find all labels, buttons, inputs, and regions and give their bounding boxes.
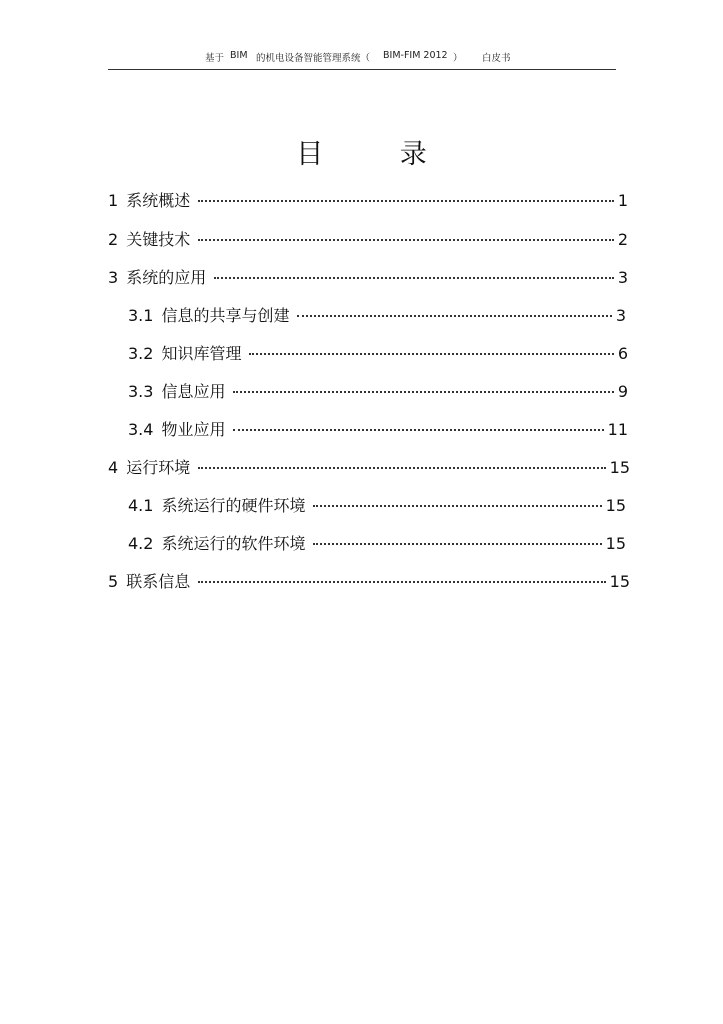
header-text-whitepaper: 白皮书	[482, 53, 511, 64]
header-text-system-name: 的机电设备智能管理系统（	[256, 53, 371, 64]
toc-entry[interactable]	[108, 567, 630, 591]
toc-entry-number: 4.2	[128, 534, 154, 553]
header-text-prefix: 基于	[205, 53, 225, 64]
toc-entry-page: 15	[609, 458, 630, 477]
toc-entry-number: 4.1	[128, 496, 154, 515]
toc-entry-number: 4	[108, 458, 119, 477]
toc-entry[interactable]	[128, 301, 626, 325]
toc-entry-number: 3.1	[128, 306, 154, 325]
toc-entry-page: 1	[617, 191, 628, 210]
toc-dot-leader	[249, 339, 613, 359]
toc-dot-leader	[198, 567, 605, 587]
toc-entry[interactable]	[128, 415, 628, 439]
toc-entry-label: 系统的应用	[126, 268, 207, 287]
toc-entry-page: 15	[605, 534, 626, 553]
toc-entry-label: 关键技术	[126, 230, 191, 249]
toc-entry-label: 系统概述	[126, 191, 191, 210]
header-text-close-paren: ）	[453, 53, 463, 64]
toc-dot-leader	[198, 225, 614, 245]
toc-entry-label: 物业应用	[161, 420, 226, 439]
toc-entry[interactable]	[108, 186, 628, 210]
toc-entry-label: 信息应用	[161, 382, 226, 401]
toc-dot-leader	[198, 453, 605, 473]
toc-dot-leader	[233, 377, 613, 397]
header-rule	[108, 69, 616, 70]
toc-entry-page: 2	[617, 230, 628, 249]
toc-entry[interactable]	[128, 491, 626, 515]
toc-entry-label: 信息的共享与创建	[161, 306, 290, 325]
toc-entry[interactable]	[108, 225, 628, 249]
toc-entry[interactable]	[108, 263, 628, 287]
toc-entry-number: 3.4	[128, 420, 154, 439]
toc-entry-number: 1	[108, 191, 119, 210]
toc-entry-label: 运行环境	[126, 458, 191, 477]
toc-dot-leader	[198, 186, 614, 206]
toc-entry-label: 联系信息	[126, 572, 191, 591]
toc-dot-leader	[214, 263, 614, 283]
toc-title: 目 录	[296, 139, 461, 170]
header-text-bim: BIM	[230, 50, 248, 61]
toc-entry[interactable]	[128, 339, 628, 363]
toc-entry-page: 3	[617, 268, 628, 287]
toc-dot-leader	[297, 301, 611, 321]
toc-entry-page: 6	[617, 344, 628, 363]
toc-entry[interactable]	[128, 377, 628, 401]
toc-entry-number: 3.2	[128, 344, 154, 363]
toc-entry[interactable]	[128, 529, 626, 553]
toc-dot-leader	[313, 491, 601, 511]
toc-entry-label: 系统运行的硬件环境	[161, 496, 306, 515]
toc-entry-page: 15	[605, 496, 626, 515]
toc-entry-page: 3	[615, 306, 626, 325]
toc-dot-leader	[313, 529, 601, 549]
toc-entry-page: 11	[607, 420, 628, 439]
toc-entry-number: 5	[108, 572, 119, 591]
toc-entry-number: 2	[108, 230, 119, 249]
toc-entry-number: 3.3	[128, 382, 154, 401]
toc-entry-label: 知识库管理	[161, 344, 242, 363]
toc-entry[interactable]	[108, 453, 630, 477]
header-text-product-code: BIM-FIM 2012	[383, 50, 448, 61]
toc-entry-page: 15	[609, 572, 630, 591]
toc-dot-leader	[233, 415, 603, 435]
toc-entry-number: 3	[108, 268, 119, 287]
toc-entry-page: 9	[617, 382, 628, 401]
toc-entry-label: 系统运行的软件环境	[161, 534, 306, 553]
